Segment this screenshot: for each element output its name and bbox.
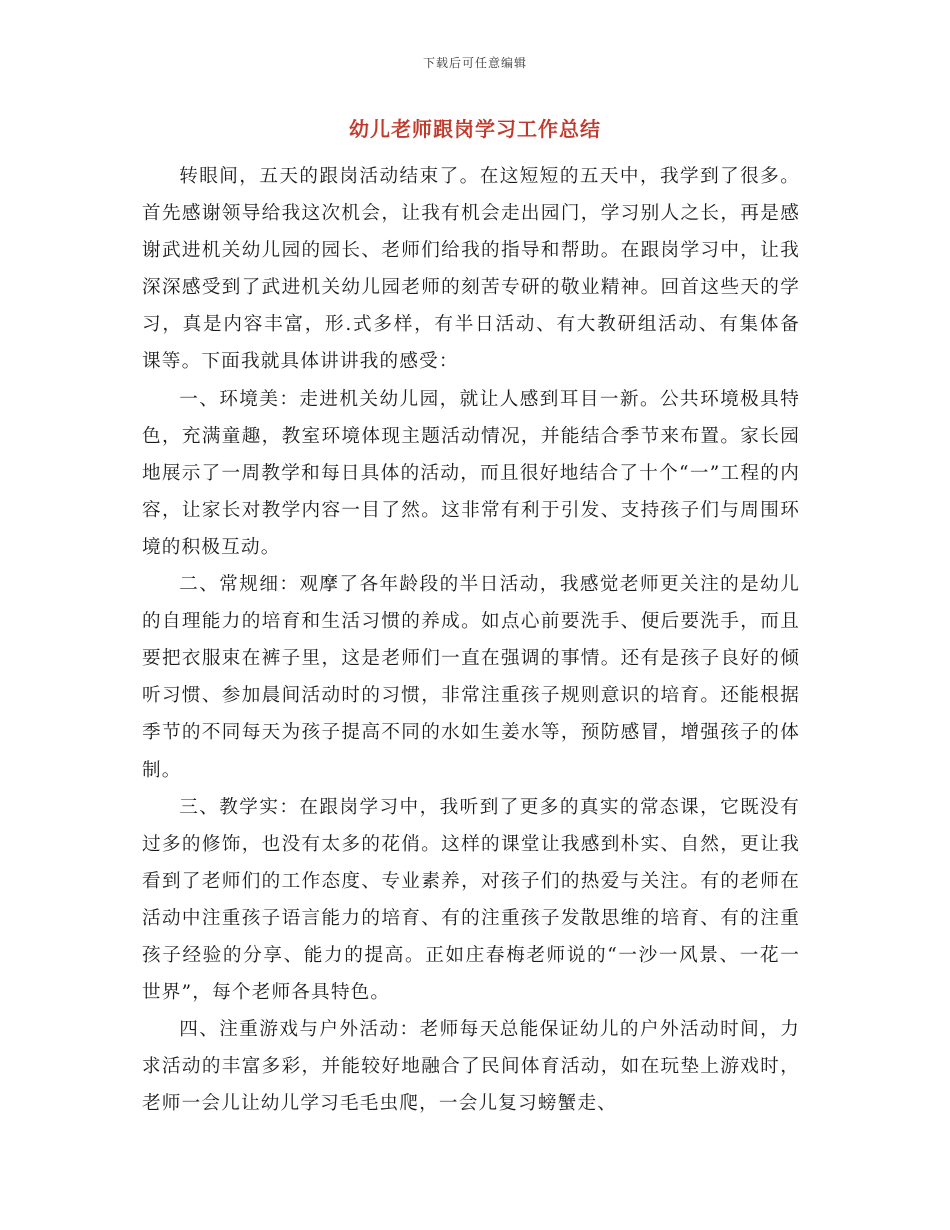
header-note: 下载后可任意编辑 [422, 56, 527, 70]
paragraph-environment: 一、环境美：走进机关幼儿园，就让人感到耳目一新。公共环境极具特色，充满童趣，教室环境体现主题活动情况，并能结合季节来布置。家长园地展示了一周教学和每日具体的活动，而且很好地结合了十个“一”工程的内容，让家长对教学内容一目了然。这非常有利于引发、支持孩子们与周围环境的积极互动。 [142, 388, 800, 558]
paragraph-intro: 转眼间，五天的跟岗活动结束了。在这短短的五天中，我学到了很多。首先感谢领导给我这次机会，让我有机会走出园门，学习别人之长，再是感谢武进机关幼儿园的园长、老师们给我的指导和帮助。在跟岗学习中，让我深深感受到了武进机关幼儿园老师的刻苦专研的敬业精神。回首这些天的学习，真是内容丰富，形.式多样，有半日活动、有大教研组活动、有集体备课等。下面我就具体讲讲我的感受： [142, 166, 800, 373]
paragraph-teaching: 三、教学实：在跟岗学习中，我听到了更多的真实的常态课，它既没有过多的修饰，也没有太多的花俏。这样的课堂让我感到朴实、自然，更让我看到了老师们的工作态度、专业素养，对孩子们的热爱与关注。有的老师在活动中注重孩子语言能力的培育、有的注重孩子发散思维的培育、有的注重孩子经验的分享、能力的提高。正如庄春梅老师说的“一沙一风景、一花一世界”，每个老师各具特色。 [142, 796, 800, 1004]
page-title: 幼儿老师跟岗学习工作总结 [349, 117, 601, 141]
paragraph-games: 四、注重游戏与户外活动：老师每天总能保证幼儿的户外活动时间，力求活动的丰富多彩，并能较好地融合了民间体育活动，如在玩垫上游戏时，老师一会儿让幼儿学习毛毛虫爬，一会儿复习螃蟹走、 [142, 1019, 800, 1115]
document-body [142, 158, 800, 1122]
paragraph-routine: 二、常规细：观摩了各年龄段的半日活动，我感觉老师更关注的是幼儿的自理能力的培育和生活习惯的养成。如点心前要洗手、便后要洗手，而且要把衣服束在裤子里，这是老师们一直在强调的事情。还有是孩子良好的倾听习惯、参加晨间活动时的习惯，非常注重孩子规则意识的培育。还能根据季节的不同每天为孩子提高不同的水如生姜水等，预防感冒，增强孩子的体制。 [142, 574, 800, 781]
